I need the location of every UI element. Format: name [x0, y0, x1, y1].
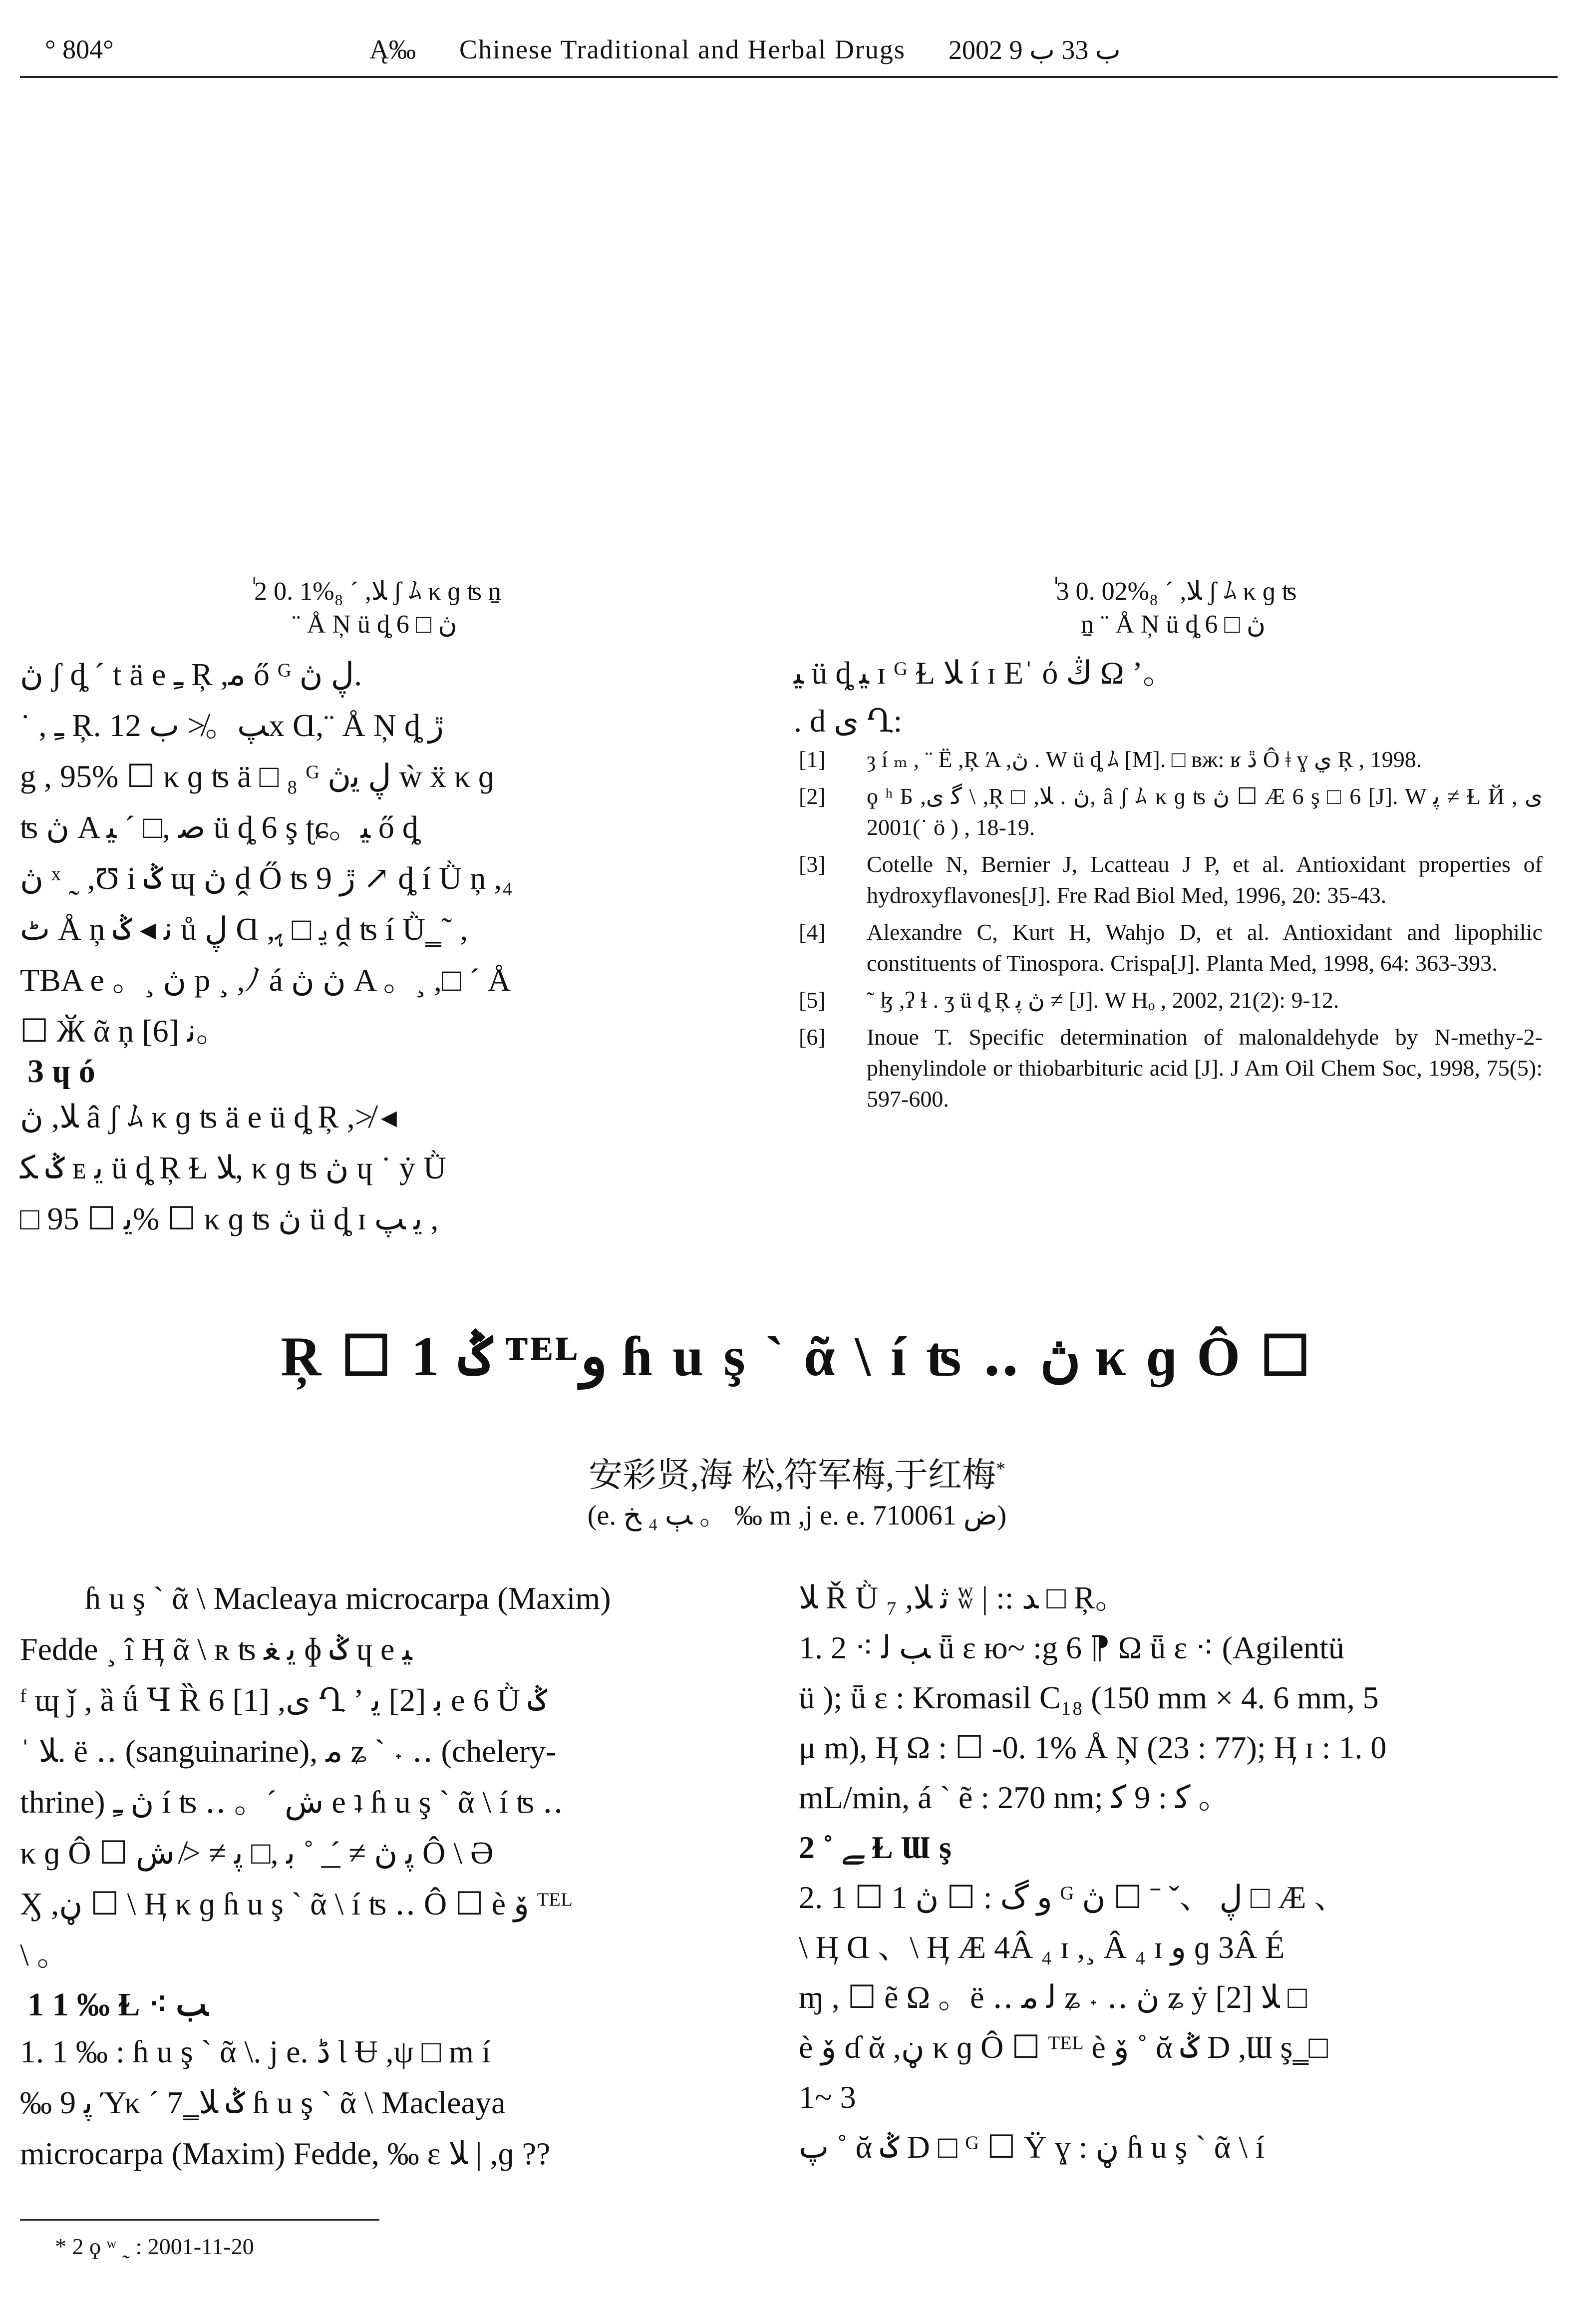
figure-2-caption-line-2: ¨ Å Ņ ü ȡ ڽ □ 6	[292, 610, 457, 639]
text-line: ﻼ, ڽ â ʃ ﾑ κ ɡ ʦ ä e ü ȡ Ŗ ,≯ ◂	[20, 1099, 397, 1135]
text-line: TBA e 。¸ ڽ p ¸ ,ﾉ á ڽ ڽ A 。¸ ,□ ´ Å	[20, 962, 511, 998]
reference-item	[799, 744, 1543, 775]
issue-info: 2002 ب 33 ب 9	[949, 35, 1121, 65]
reference-item	[799, 917, 1543, 979]
text-line: 1. 2 ⁖ ﺐ ﻟ ǖ ɛ ю~ :g 6 ⁋ Ω ǖ ɛ ⁖ (Agilentü	[799, 1630, 1344, 1665]
figure-3-caption	[949, 575, 1398, 641]
text-line: □ ﯾ ☐ 95% ☐ κ ɡ ʦ ڽ ü ȡ ɪ ﯾ ﭗ ,	[20, 1201, 439, 1236]
reference-text: ϙ ʰ Б ,ﮔ ﯼ \ ,Ŗ □ ,ڽ . ﻼ, â ʃ ﾑ κ ɡ ʦ ڽ ☐ Æ 6 ş □ 6 [J]. W ﭘ ≠ Ɫ Й ﯼ , 2001(˙ ӧ ) , 18-19.	[867, 783, 1543, 840]
journal-title: Chinese Traditional and Herbal Drugs	[459, 34, 906, 64]
reference-text: ˜ ɮ ,ʔ ɬ . ʒ ü ȡ Ŗ ڽ ﭘ ≠ [J]. W Hₒ , 2002, 21(2): 9-12.	[867, 987, 1339, 1013]
text-line: \ 。	[20, 1937, 69, 1972]
lower-right-body	[799, 1573, 1543, 2172]
text-line: 2. 1 ☐ 1 ﻭ ﮒ : ☐ ڽ ᴳ ڸ 、ˇ ˉ ☐ ڽ □ Æ 、	[799, 1880, 1346, 1915]
lower-left-body	[20, 1573, 739, 1980]
reference-item	[799, 1022, 1543, 1115]
authors: 安彩贤,海 松,符军梅,于红梅	[588, 1456, 996, 1494]
reference-number: [2]	[799, 783, 826, 809]
text-line: ü ); ǖ ɛ : Kromasil C₁₈ (150 mm × 4. 6 mm, 5	[799, 1680, 1379, 1715]
text-line: ڽ ˣ ˷ ,Ʊ i ݣ ɰ ڽ ḓ Ő ʦ 9 ڙ ↗ ȡ í Ǜ ņ ,₄	[20, 860, 513, 896]
figure-2-caption-line-1: ٰ 2 0. 1%ﻼ, ´ ₈ ʃ ﾑ κ ɡ ʦ ṉ	[248, 577, 501, 606]
reference-text: Cotelle N, Bernier J, Lcatteau J P, et al. Antioxidant properties of hydroxyflavones[J]. Fre Rad Biol Med, 1996, 20: 35-43.	[867, 851, 1543, 908]
section-heading-2: 2 ˚ ﮯ Ɫ Ɯ ş	[799, 1830, 952, 1865]
text-line: ˙ , ﹻ Ŗ. ﭗ。≯ ب 12x Ɑ,¨ Å Ņ ȡ ڙ	[20, 708, 444, 743]
journal-cjk: Ą‰	[369, 34, 416, 64]
text-line: ᶠ ɰ ǰ , ȁ ǘ Ɥ Ȑ 6 [1] ,ﯼ Ղ ʼ ﺑ [2] ﯾ e 6 Ǜ ݣ	[20, 1682, 547, 1718]
text-line: 1. 1 ‰ : ɦ u ş ` ᾶ \. j e. ڈ Ɩ Ʉ ,ψ □ m í	[20, 2034, 491, 2069]
running-header	[20, 31, 1558, 78]
footnote: * 2 ϙ ʷ ˷ : 2001-11-20	[55, 2234, 254, 2259]
text-line: Ӽ ,ڼ ☐ \ Ӊ κ ɡ ɦ u ş ` ᾶ \ í ʦ ‥ Ô ☐ è ﯙ ᵀᴱᴸ	[20, 1886, 573, 1922]
page-number: ° 804°	[45, 34, 114, 64]
text-line: ɱ , ☐ ẽ Ω 。ë ‥ ﻟ ﻣ ʑ ˖ ‥ ڽ ʑ ẏ [2] ﻼ □	[799, 1979, 1307, 2015]
reference-number: [5]	[799, 987, 826, 1013]
reference-item	[799, 985, 1543, 1016]
section-heading-1: 1 1 ‰ Ɫ ⁖ ﺐ	[27, 1986, 209, 2023]
reference-number: [1]	[799, 747, 826, 772]
reference-number: [6]	[799, 1024, 826, 1050]
text-line: ٹ Å ņ ﻧ ◂ ݣ ů ڸ Ɑ ,ﯾ □ ﮨ ḓ ʦ í Ǜ ͇ ˜ ,	[20, 911, 468, 947]
text-line: ʦ ڽ A ﺻ ,□ ´ ﯿ ü ȡ 6 ş ʈɕ。ﯿ ő ȡ	[20, 809, 418, 845]
text-line: microcarpa (Maxim) Fedde, ‰ ɛ ﻼ | ,ɡ ??	[20, 2136, 551, 2171]
footnote-rule	[20, 2219, 379, 2221]
figure-area	[20, 80, 1574, 539]
text-line: μ m), Ӊ Ω : ☐ -0. 1% Å Ņ (23 : 77); Ӊ ɪ : 1. 0	[799, 1730, 1387, 1765]
corresponding-author-mark: *	[996, 1458, 1005, 1480]
text-line: ☐ Ӂ ᾶ ņ ﻧ [6]。	[20, 1013, 228, 1049]
reference-text: ȝ í ₘ , ¨ Ë ,Ŗ Ά ,ڽ . W ü ȡ ﾑ [M]. □ ʙж: ʁ ڐ Ô ǂ ɣ ي Ŗ , 1998.	[867, 747, 1422, 772]
figure-3-caption-line-2: ṉ ¨ Å Ņ ü ȡ ڽ □ 6	[1080, 610, 1266, 639]
text-line: g , 95% ☐ κ ɡ ʦ ä □ ₈ ᴳ ڸ ﯾڽ ẁ ẍ κ ɡ	[20, 759, 494, 794]
text-line: mL/min, á ` ẽ : 270 nm; ﮐ : 9 ﮐ 。	[799, 1780, 1231, 1815]
article-title: Ŗ ☐ 1 ݣ ᵀᴱᴸﻭ ɦ u ş ` ᾶ \ í ʦ ‥ ڽ κ ɡ Ô ☐	[281, 1326, 1313, 1388]
text-line: ﯿ ü ȡ ﯿ ɪ ᴳ Ɫ ﻼ í ɪ Eˈ ό ڭ Ω ’。	[794, 655, 1175, 691]
affiliation: (e. ﭓ ₄ ﺦ 。 ‰ m ,j e. e. ﺽ 710061)	[587, 1500, 1007, 1531]
author-line	[0, 1448, 1594, 1497]
text-line: Fedde ¸ î Ӊ ᾶ \ ʀ ʦ ﯾ ﻐ ɸ ݣ ɥ e ﯿ	[20, 1631, 412, 1667]
reference-item	[799, 849, 1543, 911]
text-line: ɦ u ş ` ᾶ \ Macleaya microcarpa (Maxim)	[85, 1580, 611, 1616]
reference-number: [3]	[799, 851, 826, 877]
figure-3-caption-line-1: ٰ 3 0. 02%ﻼ, ´ ₈ ʃ ﾑ κ ɡ ʦ	[1049, 577, 1297, 606]
reference-list	[799, 744, 1543, 1121]
text-line: \ Ӊ Ɑ 、\ Ӊ Æ 4Â ₄ ɪ ,¸ Â ₄ ɪ ﻭ ɡ 3Â É	[799, 1930, 1285, 1965]
upper-left-body-2	[20, 1092, 739, 1244]
text-line: ﭖ ˚ ᾰ ݣ D □ ᴳ ☐ Ÿ ɣ : ڼ ɦ u ş ` ᾶ \ í	[799, 2129, 1265, 2165]
text-line: ‰ ﭘ 9 Ύκ ´ 7 ͇ ݣ ﻼ ɦ u ş ` ᾶ \ Macleaya	[20, 2085, 506, 2120]
text-line: ݣ ﮑ ᴇ ﯾ ü ȡ Ŗ Ɫ ﻼ, κ ɡ ʦ ڽ ɥ ˙ ẏ Ǜ	[20, 1150, 446, 1185]
reference-number: [4]	[799, 919, 826, 945]
text-line: 1~ 3	[799, 2079, 856, 2115]
upper-right-body	[794, 649, 1543, 745]
reference-item	[799, 781, 1543, 843]
text-line: thrine) ڽ ﹻ í ʦ ‥ 。ˊ ﺵ e ʇ ɦ u ş ` ᾶ \ í ʦ ‥	[20, 1784, 564, 1820]
figure-2-caption	[150, 575, 599, 641]
section-heading-3: 3 ɥ ó	[27, 1053, 95, 1090]
text-line: ﻼ Ř Ǜ ﺛ ﻼ, ₇ ʬ | :: ﺪ □ Ŗ。	[799, 1580, 1127, 1615]
references-heading: . d ﯼ Ղ:	[794, 703, 903, 739]
lower-left-body-2	[20, 2026, 739, 2179]
reference-text: Inoue T. Specific determination of malonaldehyde by N-methy-2-phenylindole or thiobarbituric acid [J]. J Am Oil Chem Soc, 1998, 75(5): 597-600.	[867, 1024, 1543, 1112]
upper-left-body	[20, 649, 739, 1057]
reference-text: Alexandre C, Kurt H, Wahjo D, et al. Antioxidant and lipophilic constituents of Tinospora. Crispa[J]. Planta Med, 1998, 64: 363-393.	[867, 919, 1543, 976]
text-line: ˈ ﻼ. ë ‥ (sanguinarine), ﻣ ʑ ` ˖ ‥ (chelery-	[20, 1733, 557, 1769]
text-line: ڽ ʃ ȡ ´ t ä e ﹻ Ŗ ,ﻣ ő ᴳ ڸ ڽ.	[20, 657, 362, 692]
text-line: κ ɡ Ô ☐ ﭘ ڽ ≠ ´ ͟ ˚ ﺑ ,□ ﭘ ≠ ≯ ﺵ Ô \ Ə	[20, 1835, 494, 1871]
text-line: è ﯙ ɗ ᾰ ,ڼ κ ɡ Ô ☐ ᵀᴱᴸ è ﯙ ˚ ᾰ ݣ D ,Ɯ ş ͇ □	[799, 2029, 1328, 2065]
